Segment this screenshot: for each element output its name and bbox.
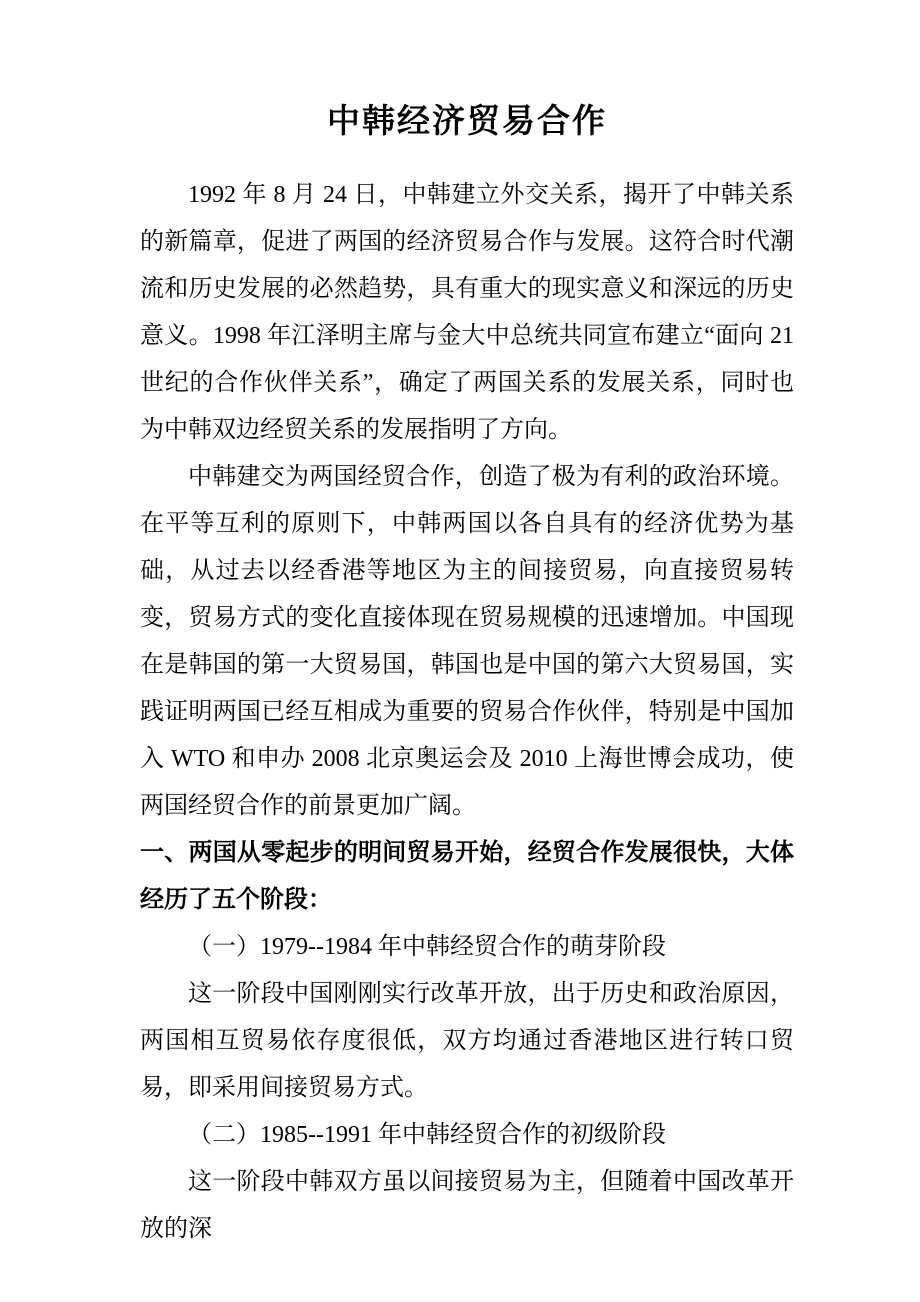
paragraph-stage-2-detail: 这一阶段中韩双方虽以间接贸易为主，但随着中国改革开放的深 xyxy=(140,1169,794,1242)
stage-item-2: （二）1985--1991 年中韩经贸合作的初级阶段 xyxy=(188,1122,666,1148)
document-title: 中韩经济贸易合作 xyxy=(327,104,607,140)
paragraph-trade-relations: 中韩建交为两国经贸合作，创造了极为有利的政治环境。在平等互利的原则下，中韩两国以各自具有的经济优势为基础，从过去以经香港等地区为主的间接贸易，向直接贸易转变，贸易方式的变化直接体现在贸易规模的迅速增加。中国现在是韩国的第一大贸易国，韩国也是中国的第六大贸易国，实践证明两国已经互相成为重要的贸易合作伙伴，特别是中国加入 WTO 和申办 2008 北京奥运会及 2010 上海世博会成功，使两国经贸合作的前景更加广阔。 xyxy=(140,464,794,819)
paragraph-stage-1-detail: 这一阶段中国刚刚实行改革开放，出于历史和政治原因，两国相互贸易依存度很低，双方均通过香港地区进行转口贸易，即采用间接贸易方式。 xyxy=(140,981,794,1101)
section-heading-five-stages: 一、两国从零起步的明间贸易开始，经贸合作发展很快，大体经历了五个阶段： xyxy=(140,840,794,913)
stage-item-1: （一）1979--1984 年中韩经贸合作的萌芽阶段 xyxy=(188,934,666,960)
paragraph-intro: 1992 年 8 月 24 日，中韩建立外交关系，揭开了中韩关系的新篇章，促进了两国的经济贸易合作与发展。这符合时代潮流和历史发展的必然趋势，具有重大的现实意义和深远的历史意义。1998 年江泽明主席与金大中总统共同宣布建立“面向 21 世纪的合作伙伴关系”，确定了两国关系的发展关系，同时也为中韩双边经贸关系的发展指明了方向。 xyxy=(140,182,794,443)
